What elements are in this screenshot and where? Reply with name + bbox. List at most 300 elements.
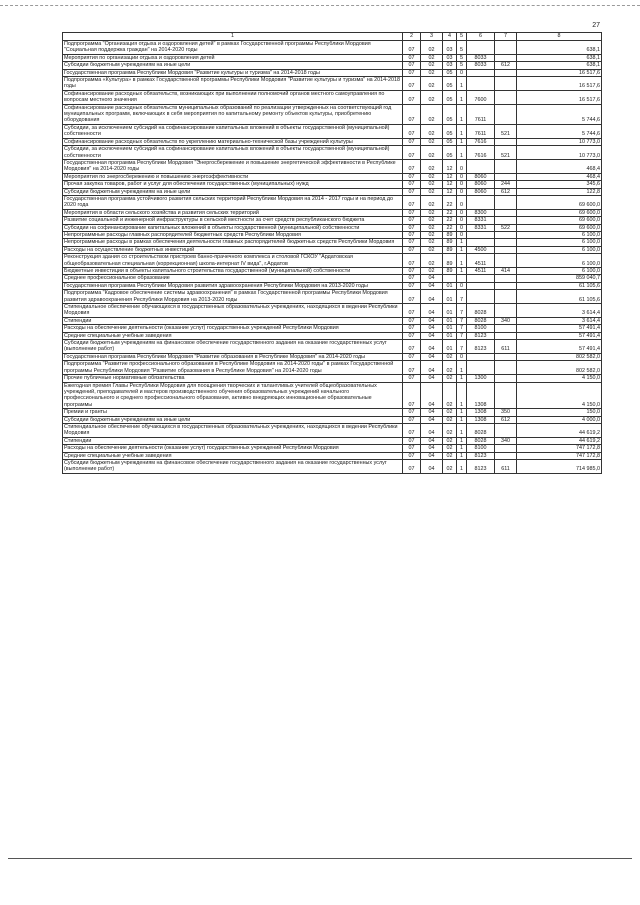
section-code-cell: 07	[403, 159, 421, 173]
expense-type-cell	[495, 275, 517, 282]
column-header: 3	[421, 33, 443, 41]
expense-type-cell: 340	[495, 437, 517, 444]
table-row	[63, 325, 602, 332]
program-code-cell: 02	[443, 437, 457, 444]
subsection-code-cell: 04	[421, 275, 443, 282]
section-code-cell: 07	[403, 353, 421, 360]
amount-cell: 69 600,0	[517, 195, 602, 209]
row-name-cell: Мероприятия в области сельского хозяйства и развития сельских территорий	[63, 209, 403, 216]
section-code-cell: 07	[403, 409, 421, 416]
subprogram-code-cell: 0	[457, 231, 467, 238]
subsection-code-cell: 04	[421, 409, 443, 416]
direction-code-cell: 8100	[467, 445, 495, 452]
program-code-cell: 12	[443, 159, 457, 173]
row-name-cell: Софинансирование расходных обязательств муниципальных образований по реализации утвержденных на соответствующий год муниципальных программ, включающих в себя мероприятия по капитальному ремонту объектов культуры, приобретению оборудования	[63, 104, 403, 124]
subsection-code-cell: 04	[421, 304, 443, 318]
amount-cell: 6 100,0	[517, 254, 602, 268]
table-row	[63, 437, 602, 444]
subsection-code-cell: 04	[421, 445, 443, 452]
table-row	[63, 382, 602, 409]
direction-code-cell	[467, 41, 495, 55]
table-row	[63, 459, 602, 473]
row-name-cell: Субсидии бюджетным учреждениям на финансовое обеспечение государственного задания на оказание государственных услуг (выполнение работ)	[63, 459, 403, 473]
direction-code-cell: 8033	[467, 54, 495, 61]
section-code-cell: 07	[403, 325, 421, 332]
row-name-cell: Государственная программа Республики Мордовия "Энергосбережение и повышение энергетической эффективности в Республике Мордовия" на 2014-2020 годы	[63, 159, 403, 173]
section-code-cell: 07	[403, 181, 421, 188]
expense-type-cell	[495, 361, 517, 375]
expense-type-cell: 612	[495, 416, 517, 423]
subprogram-code-cell: 7	[457, 340, 467, 354]
section-code-cell: 07	[403, 77, 421, 91]
program-code-cell: 05	[443, 138, 457, 145]
subprogram-code-cell: 1	[457, 459, 467, 473]
budget-table	[62, 32, 602, 474]
table-row	[63, 340, 602, 354]
direction-code-cell	[467, 231, 495, 238]
subprogram-code-cell: 0	[457, 159, 467, 173]
table-row	[63, 77, 602, 91]
subsection-code-cell: 04	[421, 459, 443, 473]
program-code-cell: 22	[443, 209, 457, 216]
subprogram-code-cell: 1	[457, 452, 467, 459]
program-code-cell: 12	[443, 188, 457, 195]
section-code-cell: 07	[403, 41, 421, 55]
subprogram-code-cell: 1	[457, 416, 467, 423]
program-code-cell: 05	[443, 90, 457, 104]
program-code-cell: 02	[443, 423, 457, 437]
program-code-cell: 02	[443, 353, 457, 360]
row-name-cell: Субсидии бюджетным учреждениям на иные цели	[63, 62, 403, 69]
table-row	[63, 41, 602, 55]
section-code-cell: 07	[403, 416, 421, 423]
subprogram-code-cell: 1	[457, 423, 467, 437]
subsection-code-cell: 02	[421, 188, 443, 195]
expense-type-cell: 611	[495, 340, 517, 354]
subsection-code-cell: 04	[421, 437, 443, 444]
table-row	[63, 62, 602, 69]
section-code-cell: 07	[403, 173, 421, 180]
direction-code-cell: 7611	[467, 104, 495, 124]
section-code-cell: 07	[403, 423, 421, 437]
subsection-code-cell: 04	[421, 325, 443, 332]
table-row	[63, 104, 602, 124]
direction-code-cell: 8028	[467, 423, 495, 437]
expense-type-cell	[495, 290, 517, 304]
table-row	[63, 138, 602, 145]
subprogram-code-cell: 0	[457, 353, 467, 360]
section-code-cell: 07	[403, 268, 421, 275]
table-row	[63, 304, 602, 318]
section-code-cell: 07	[403, 54, 421, 61]
table-row	[63, 290, 602, 304]
amount-cell: 57 491,4	[517, 325, 602, 332]
direction-code-cell	[467, 353, 495, 360]
amount-cell: 150,0	[517, 409, 602, 416]
subprogram-code-cell: 1	[457, 268, 467, 275]
table-row	[63, 375, 602, 382]
subsection-code-cell: 04	[421, 332, 443, 339]
row-name-cell: Подпрограмма "Организация отдыха и оздоровления детей" в рамках Государственной программы Республики Мордовия "Социальная поддержка граждан" на 2014-2020 годы	[63, 41, 403, 55]
subsection-code-cell: 04	[421, 317, 443, 324]
subprogram-code-cell: 1	[457, 77, 467, 91]
section-code-cell: 07	[403, 224, 421, 231]
section-code-cell: 07	[403, 282, 421, 289]
row-name-cell: Премии и гранты	[63, 409, 403, 416]
table-header-row	[63, 33, 602, 41]
expense-type-cell	[495, 254, 517, 268]
direction-code-cell: 8331	[467, 224, 495, 231]
table-row	[63, 231, 602, 238]
direction-code-cell	[467, 77, 495, 91]
page-number: 27	[592, 22, 600, 29]
table-row	[63, 254, 602, 268]
direction-code-cell: 8123	[467, 332, 495, 339]
amount-cell: 57 491,4	[517, 340, 602, 354]
subsection-code-cell: 02	[421, 62, 443, 69]
expense-type-cell: 521	[495, 146, 517, 160]
subsection-code-cell: 02	[421, 138, 443, 145]
section-code-cell: 07	[403, 290, 421, 304]
row-name-cell: Подпрограмма "Развитие профессионального образования в Республике Мордовия на 2014-2020 годы" в рамках Государственной программы Республики Мордовия "Развитие образования в Республике Мордовия" на 2014-2020 годы	[63, 361, 403, 375]
program-code-cell: 89	[443, 231, 457, 238]
row-name-cell: Непрограммные расходы главных распорядителей бюджетных средств Республики Мордовия	[63, 231, 403, 238]
table-row	[63, 275, 602, 282]
expense-type-cell: 244	[495, 181, 517, 188]
amount-cell: 5 744,6	[517, 104, 602, 124]
section-code-cell: 07	[403, 459, 421, 473]
amount-cell: 69 600,0	[517, 224, 602, 231]
program-code-cell: 02	[443, 382, 457, 409]
amount-cell: 3 614,4	[517, 317, 602, 324]
program-code-cell: 02	[443, 452, 457, 459]
row-name-cell: Субсидии бюджетным учреждениям на финансовое обеспечение государственного задания на оказание государственных услуг (выполнение работ)	[63, 340, 403, 354]
row-name-cell: Мероприятия по организации отдыха и оздоровления детей	[63, 54, 403, 61]
row-name-cell: Субсидии, за исключением субсидий на софинансирование капитальных вложений в объекты государственной (муниципальной) собственности	[63, 146, 403, 160]
subprogram-code-cell: 5	[457, 41, 467, 55]
amount-cell: 6 100,0	[517, 268, 602, 275]
table-body	[63, 41, 602, 474]
table-row	[63, 54, 602, 61]
row-name-cell: Субсидии бюджетным учреждениям на иные цели	[63, 416, 403, 423]
row-name-cell: Субсидии на софинансирование капитальных вложений в объекты государственной (муниципальной) собственности	[63, 224, 403, 231]
subsection-code-cell: 02	[421, 90, 443, 104]
subprogram-code-cell: 0	[457, 69, 467, 76]
subsection-code-cell: 04	[421, 423, 443, 437]
program-code-cell: 02	[443, 416, 457, 423]
row-name-cell: Государственная программа Республики Мордовия "Развитие культуры и туризма" на 2014-2018 годы	[63, 69, 403, 76]
table-row	[63, 239, 602, 246]
expense-type-cell	[495, 69, 517, 76]
table-row	[63, 188, 602, 195]
section-code-cell: 07	[403, 382, 421, 409]
row-name-cell: Расходы на осуществление бюджетных инвестиций	[63, 246, 403, 253]
program-code-cell: 89	[443, 246, 457, 253]
subsection-code-cell: 04	[421, 452, 443, 459]
direction-code-cell	[467, 195, 495, 209]
direction-code-cell	[467, 159, 495, 173]
table-row	[63, 409, 602, 416]
program-code-cell: 01	[443, 325, 457, 332]
subprogram-code-cell: 1	[457, 437, 467, 444]
subprogram-code-cell: 1	[457, 254, 467, 268]
table-row	[63, 416, 602, 423]
amount-cell: 57 491,4	[517, 332, 602, 339]
section-code-cell: 07	[403, 317, 421, 324]
table-row	[63, 361, 602, 375]
table-row	[63, 423, 602, 437]
amount-cell: 802 582,0	[517, 361, 602, 375]
expense-type-cell: 612	[495, 188, 517, 195]
expense-type-cell: 414	[495, 268, 517, 275]
subprogram-code-cell: 0	[457, 173, 467, 180]
table-row	[63, 317, 602, 324]
row-name-cell: Мероприятия по энергосбережению и повышению энергоэффективности	[63, 173, 403, 180]
row-name-cell: Государственная программа устойчивого развития сельских территорий Республики Мордовия на 2014 - 2017 годы и на период до 2020 года	[63, 195, 403, 209]
subsection-code-cell: 02	[421, 54, 443, 61]
expense-type-cell	[495, 231, 517, 238]
subprogram-code-cell: 0	[457, 217, 467, 224]
program-code-cell: 01	[443, 332, 457, 339]
subsection-code-cell: 02	[421, 41, 443, 55]
row-name-cell: Прочие публичные нормативные обязательства	[63, 375, 403, 382]
expense-type-cell	[495, 325, 517, 332]
subprogram-code-cell: 1	[457, 445, 467, 452]
subprogram-code-cell: 7	[457, 304, 467, 318]
table-row	[63, 268, 602, 275]
subprogram-code-cell: 0	[457, 188, 467, 195]
expense-type-cell	[495, 217, 517, 224]
program-code-cell: 01	[443, 304, 457, 318]
row-name-cell: Государственная программа Республики Мордовия "Развитие образования в Республике Мордовия" на 2014-2020 годы	[63, 353, 403, 360]
amount-cell: 4 150,0	[517, 382, 602, 409]
expense-type-cell: 340	[495, 317, 517, 324]
table-row	[63, 90, 602, 104]
expense-type-cell	[495, 239, 517, 246]
program-code-cell: 05	[443, 104, 457, 124]
subprogram-code-cell	[457, 275, 467, 282]
section-code-cell: 07	[403, 195, 421, 209]
subsection-code-cell: 02	[421, 224, 443, 231]
program-code-cell: 89	[443, 268, 457, 275]
table-row	[63, 353, 602, 360]
expense-type-cell	[495, 41, 517, 55]
direction-code-cell	[467, 69, 495, 76]
amount-cell: 3 614,4	[517, 304, 602, 318]
expense-type-cell: 522	[495, 224, 517, 231]
subprogram-code-cell: 1	[457, 146, 467, 160]
direction-code-cell: 4511	[467, 254, 495, 268]
subsection-code-cell: 04	[421, 416, 443, 423]
section-code-cell: 07	[403, 375, 421, 382]
section-code-cell: 07	[403, 188, 421, 195]
subprogram-code-cell: 1	[457, 375, 467, 382]
program-code-cell: 01	[443, 290, 457, 304]
direction-code-cell: 8060	[467, 188, 495, 195]
column-header: 8	[517, 33, 602, 41]
amount-cell: 4 150,0	[517, 375, 602, 382]
row-name-cell: Расходы на обеспечение деятельности (оказание услуг) государственных учреждений Республики Мордовия	[63, 325, 403, 332]
table-row	[63, 69, 602, 76]
expense-type-cell: 521	[495, 124, 517, 138]
section-code-cell: 07	[403, 146, 421, 160]
subprogram-code-cell: 7	[457, 317, 467, 324]
direction-code-cell	[467, 361, 495, 375]
expense-type-cell	[495, 54, 517, 61]
row-name-cell: Непрограммные расходы в рамках обеспечения деятельности главных распорядителей бюджетных средств Республики Мордовия	[63, 239, 403, 246]
top-scan-line	[0, 5, 640, 6]
subsection-code-cell: 02	[421, 231, 443, 238]
amount-cell: 10 773,0	[517, 146, 602, 160]
amount-cell: 638,1	[517, 54, 602, 61]
table-row	[63, 246, 602, 253]
subprogram-code-cell: 1	[457, 361, 467, 375]
amount-cell: 69 600,0	[517, 209, 602, 216]
direction-code-cell: 1308	[467, 409, 495, 416]
row-name-cell: Развитие социальной и инженерной инфраструктуры в сельской местности за счет средств республиканского бюджета	[63, 217, 403, 224]
amount-cell: 468,4	[517, 173, 602, 180]
program-code-cell: 02	[443, 445, 457, 452]
amount-cell: 6 100,0	[517, 231, 602, 238]
subsection-code-cell: 04	[421, 340, 443, 354]
section-code-cell: 07	[403, 452, 421, 459]
section-code-cell: 07	[403, 437, 421, 444]
expense-type-cell	[495, 452, 517, 459]
amount-cell: 16 517,6	[517, 77, 602, 91]
subprogram-code-cell: 5	[457, 62, 467, 69]
row-name-cell: Расходы на обеспечение деятельности (оказание услуг) государственных учреждений Республики Мордовия	[63, 445, 403, 452]
expense-type-cell	[495, 423, 517, 437]
subprogram-code-cell: 7	[457, 325, 467, 332]
subprogram-code-cell: 5	[457, 54, 467, 61]
row-name-cell: Софинансирование расходных обязательств, возникающих при выполнении полномочий органов местного самоуправления по вопросам местного значения	[63, 90, 403, 104]
subsection-code-cell: 02	[421, 254, 443, 268]
program-code-cell: 03	[443, 54, 457, 61]
row-name-cell: Бюджетные инвестиции в объекты капитального строительства государственной (муниципальной) собственности	[63, 268, 403, 275]
direction-code-cell: 8123	[467, 452, 495, 459]
expense-type-cell	[495, 209, 517, 216]
expense-type-cell: 612	[495, 62, 517, 69]
amount-cell: 16 517,6	[517, 69, 602, 76]
row-name-cell: Подпрограмма "Кадровое обеспечение системы здравоохранения" в рамках Государственной программы Республики Мордовия развития здравоохранения Республики Мордовия на 2013-2020 годы	[63, 290, 403, 304]
table-row	[63, 445, 602, 452]
amount-cell: 6 100,0	[517, 239, 602, 246]
amount-cell: 16 517,6	[517, 90, 602, 104]
amount-cell: 6 100,0	[517, 246, 602, 253]
direction-code-cell: 8060	[467, 173, 495, 180]
amount-cell: 44 619,2	[517, 437, 602, 444]
column-header: 6	[467, 33, 495, 41]
section-code-cell: 07	[403, 361, 421, 375]
amount-cell: 747 172,8	[517, 445, 602, 452]
program-code-cell: 89	[443, 239, 457, 246]
table-row	[63, 224, 602, 231]
amount-cell: 638,1	[517, 62, 602, 69]
section-code-cell: 07	[403, 340, 421, 354]
table-row	[63, 209, 602, 216]
direction-code-cell: 8331	[467, 217, 495, 224]
amount-cell: 714 985,0	[517, 459, 602, 473]
direction-code-cell: 8060	[467, 181, 495, 188]
subsection-code-cell: 02	[421, 146, 443, 160]
row-name-cell: Субсидии, за исключением субсидий на софинансирование капитальных вложений в объекты государственной (муниципальной) собственности	[63, 124, 403, 138]
amount-cell: 44 619,2	[517, 423, 602, 437]
subsection-code-cell: 02	[421, 268, 443, 275]
program-code-cell: 01	[443, 282, 457, 289]
program-code-cell: 05	[443, 69, 457, 76]
expense-type-cell	[495, 382, 517, 409]
program-code-cell: 22	[443, 195, 457, 209]
section-code-cell: 07	[403, 209, 421, 216]
subprogram-code-cell: 7	[457, 332, 467, 339]
subsection-code-cell: 02	[421, 77, 443, 91]
expense-type-cell	[495, 332, 517, 339]
subprogram-code-cell: 0	[457, 209, 467, 216]
section-code-cell: 07	[403, 104, 421, 124]
direction-code-cell: 1308	[467, 416, 495, 423]
subprogram-code-cell: 0	[457, 195, 467, 209]
expense-type-cell	[495, 195, 517, 209]
table-row	[63, 452, 602, 459]
subsection-code-cell: 04	[421, 290, 443, 304]
direction-code-cell: 8300	[467, 209, 495, 216]
program-code-cell	[443, 275, 457, 282]
row-name-cell: Подпрограмма «Культура» в рамках Государственной программы Республики Мордовия "Развитие культуры и туризма" на 2014-2018 годы	[63, 77, 403, 91]
section-code-cell: 07	[403, 445, 421, 452]
amount-cell: 859 040,7	[517, 275, 602, 282]
direction-code-cell: 8123	[467, 459, 495, 473]
section-code-cell: 07	[403, 231, 421, 238]
direction-code-cell: 4511	[467, 268, 495, 275]
bottom-scan-line	[8, 858, 632, 859]
direction-code-cell: 7600	[467, 90, 495, 104]
row-name-cell: Прочая закупка товаров, работ и услуг для обеспечения государственных (муниципальных) нужд	[63, 181, 403, 188]
program-code-cell: 02	[443, 409, 457, 416]
subsection-code-cell: 02	[421, 181, 443, 188]
amount-cell: 122,8	[517, 188, 602, 195]
program-code-cell: 02	[443, 459, 457, 473]
subprogram-code-cell: 0	[457, 181, 467, 188]
expense-type-cell	[495, 375, 517, 382]
subsection-code-cell: 02	[421, 69, 443, 76]
expense-type-cell	[495, 159, 517, 173]
direction-code-cell: 8028	[467, 317, 495, 324]
subprogram-code-cell: 7	[457, 290, 467, 304]
subsection-code-cell: 02	[421, 239, 443, 246]
subsection-code-cell: 04	[421, 382, 443, 409]
subprogram-code-cell: 1	[457, 104, 467, 124]
direction-code-cell: 8033	[467, 62, 495, 69]
table-row	[63, 332, 602, 339]
direction-code-cell: 7611	[467, 124, 495, 138]
table-row	[63, 146, 602, 160]
program-code-cell: 22	[443, 217, 457, 224]
expense-type-cell: 611	[495, 459, 517, 473]
expense-type-cell	[495, 104, 517, 124]
expense-type-cell	[495, 138, 517, 145]
program-code-cell: 02	[443, 361, 457, 375]
subprogram-code-cell: 0	[457, 224, 467, 231]
program-code-cell: 05	[443, 77, 457, 91]
subsection-code-cell: 04	[421, 282, 443, 289]
section-code-cell: 07	[403, 332, 421, 339]
column-header: 2	[403, 33, 421, 41]
direction-code-cell: 8028	[467, 437, 495, 444]
expense-type-cell	[495, 173, 517, 180]
subsection-code-cell: 02	[421, 104, 443, 124]
subsection-code-cell: 04	[421, 353, 443, 360]
section-code-cell: 07	[403, 90, 421, 104]
